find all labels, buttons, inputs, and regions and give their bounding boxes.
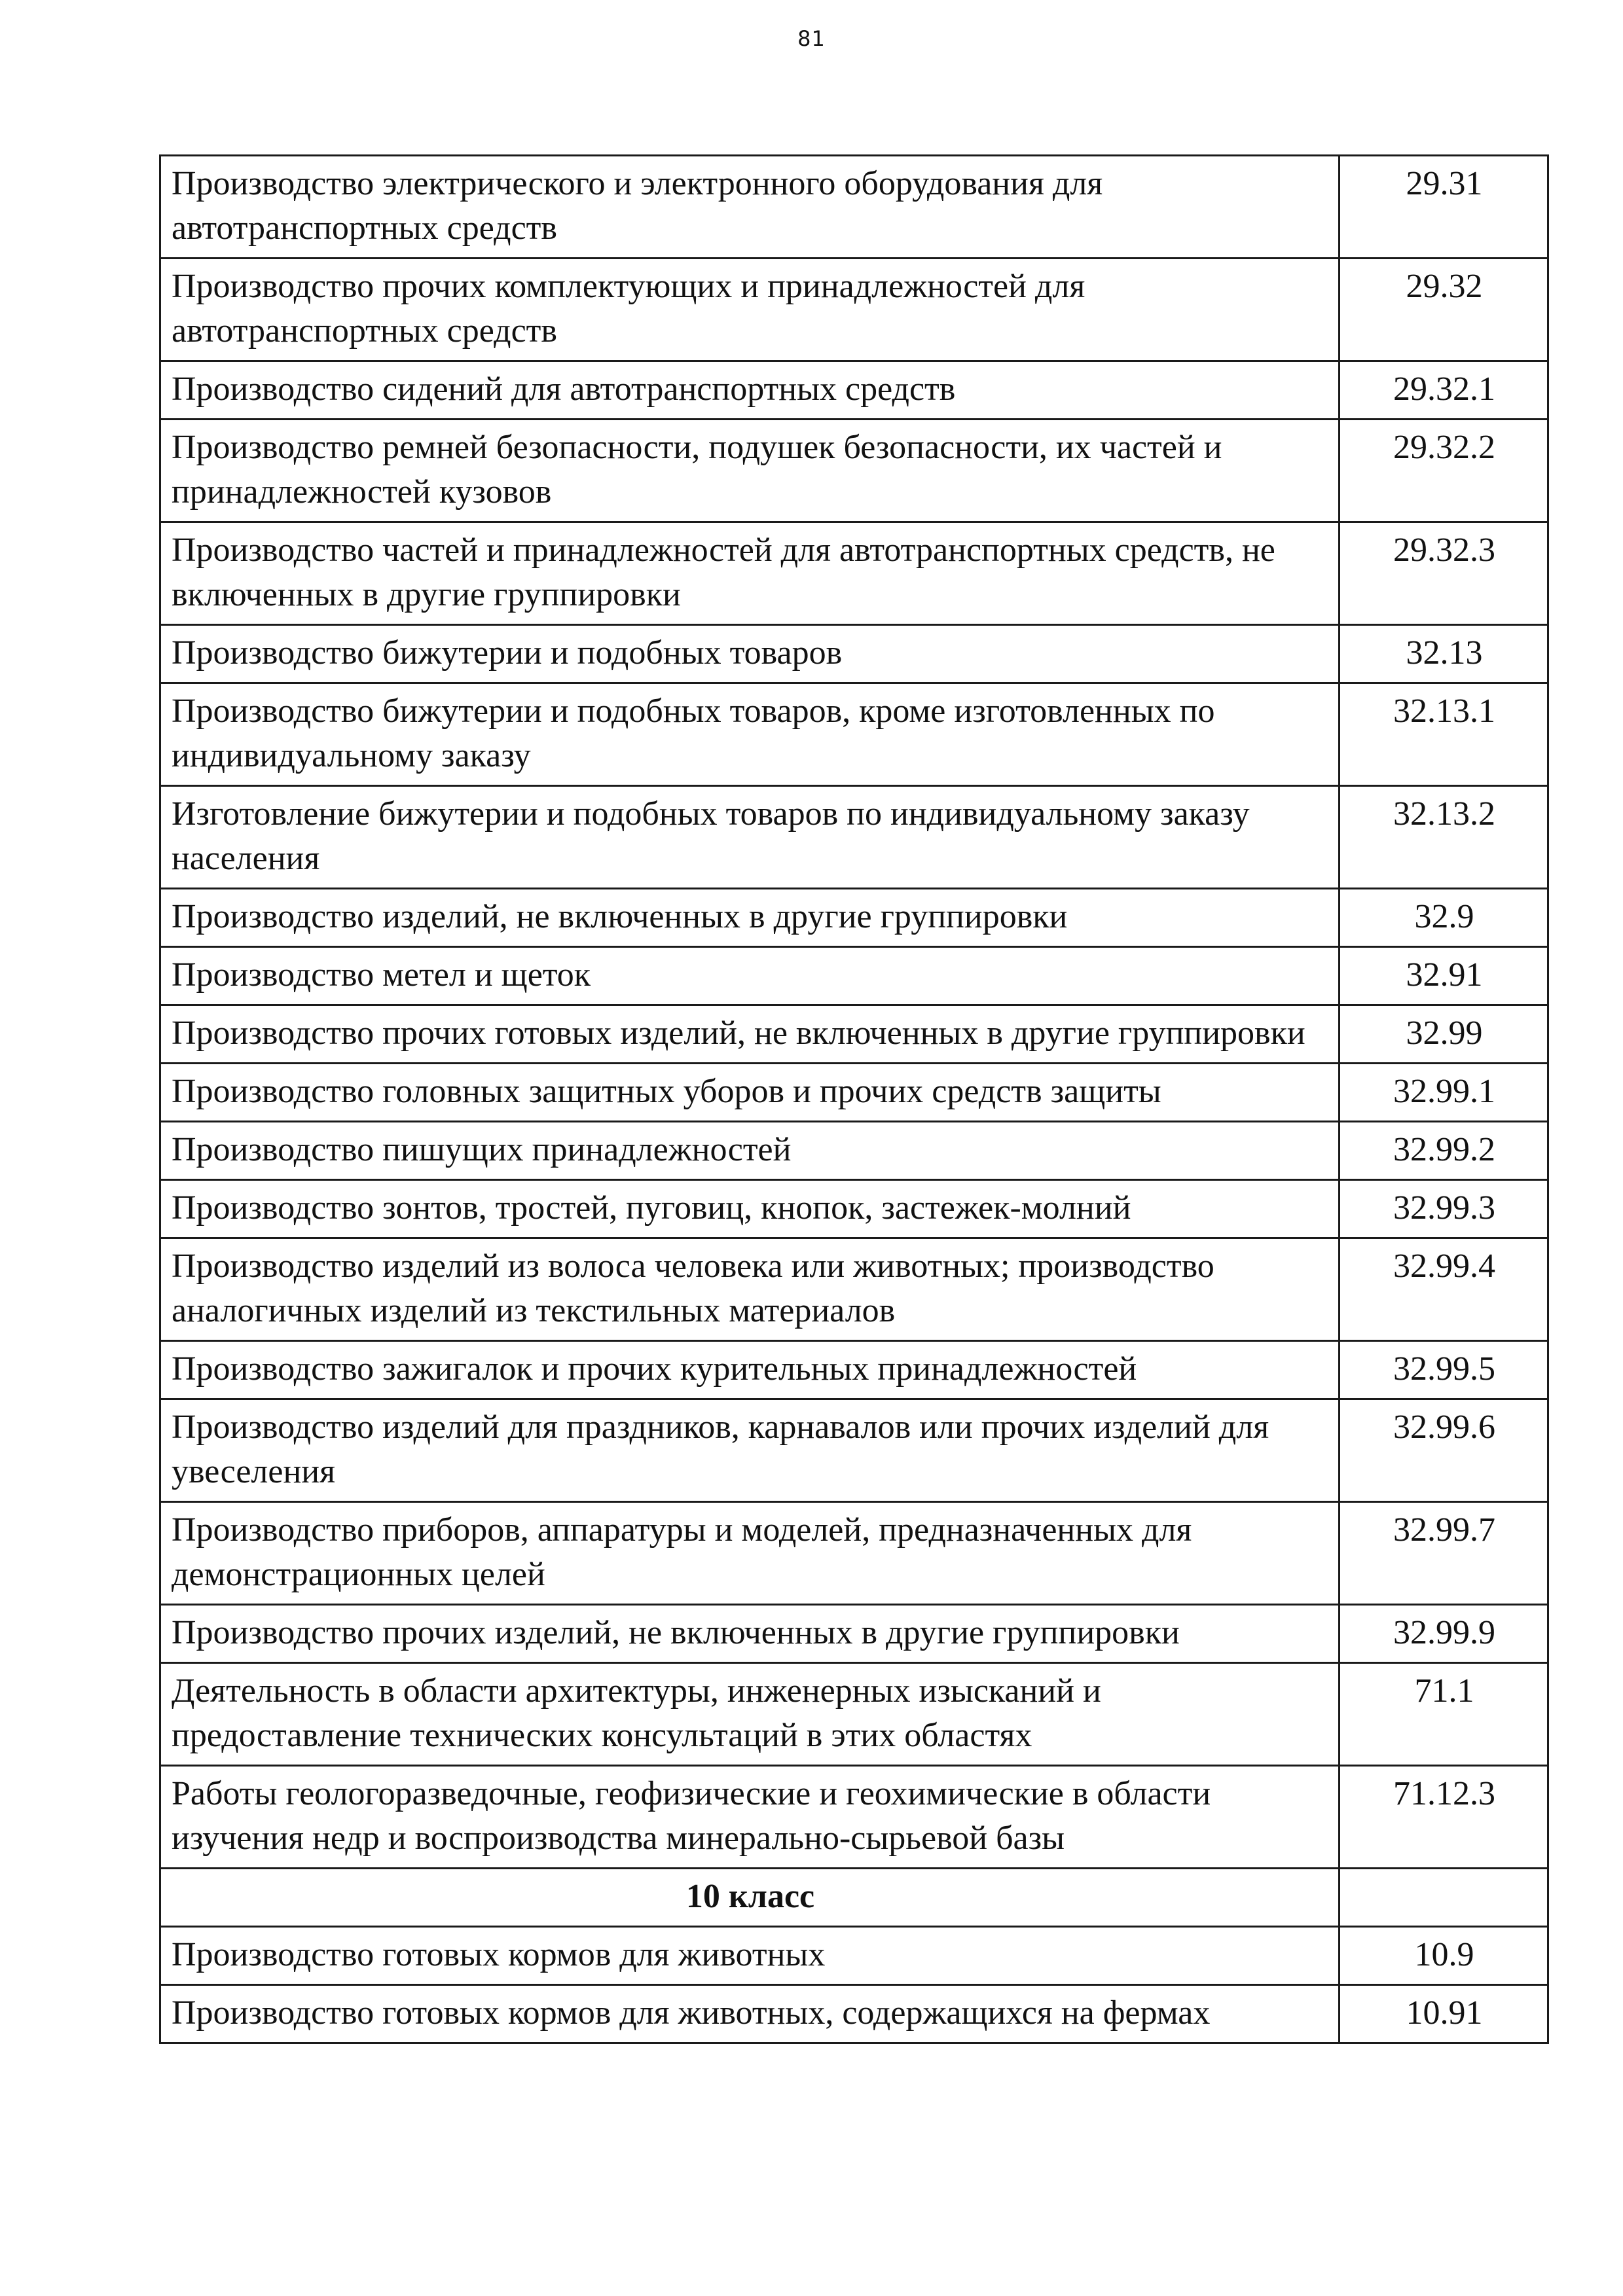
- table-row: [160, 1005, 1548, 1064]
- table-row: [160, 361, 1548, 420]
- activity-code: 29.32.2: [1340, 420, 1548, 522]
- table-row: [160, 1180, 1548, 1238]
- table-row: [160, 1927, 1548, 1985]
- activity-code: 29.31: [1340, 156, 1548, 259]
- activity-code: 10.9: [1340, 1927, 1548, 1985]
- activity-name: Производство готовых кормов для животных, содержащихся на фермах: [160, 1985, 1340, 2043]
- activity-code: 32.99.6: [1340, 1399, 1548, 1502]
- activity-name: Производство зонтов, тростей, пуговиц, кнопок, застежек-молний: [160, 1180, 1340, 1238]
- table-row: [160, 625, 1548, 683]
- activity-code: 29.32.1: [1340, 361, 1548, 420]
- activity-code: 32.99.7: [1340, 1502, 1548, 1605]
- activity-name: Производство изделий, не включенных в другие группировки: [160, 889, 1340, 947]
- table-row: [160, 1985, 1548, 2043]
- table-row: [160, 947, 1548, 1005]
- activity-name: Производство метел и щеток: [160, 947, 1340, 1005]
- table-row: [160, 156, 1548, 259]
- activity-name: Производство приборов, аппаратуры и моделей, предназначенных для демонстрационных целей: [160, 1502, 1340, 1605]
- activity-code: 32.13: [1340, 625, 1548, 683]
- table-row: [160, 1663, 1548, 1766]
- activity-code: [1340, 1869, 1548, 1927]
- class-heading: 10 класс: [160, 1869, 1340, 1927]
- activity-code: 32.99.4: [1340, 1238, 1548, 1341]
- activity-name: Деятельность в области архитектуры, инженерных изысканий и предоставление технических консультаций в этих областях: [160, 1663, 1340, 1766]
- table-row: [160, 522, 1548, 625]
- activity-code: 10.91: [1340, 1985, 1548, 2043]
- activity-name: Изготовление бижутерии и подобных товаров по индивидуальному заказу населения: [160, 786, 1340, 889]
- table-row: [160, 1399, 1548, 1502]
- activity-name: Производство электрического и электронного оборудования для автотранспортных средств: [160, 156, 1340, 259]
- table-row: [160, 1502, 1548, 1605]
- activity-name: Производство сидений для автотранспортных средств: [160, 361, 1340, 420]
- activity-name: Производство зажигалок и прочих курительных принадлежностей: [160, 1341, 1340, 1399]
- activity-name: Производство прочих комплектующих и принадлежностей для автотранспортных средств: [160, 259, 1340, 361]
- activity-code: 32.13.2: [1340, 786, 1548, 889]
- activity-name: Производство ремней безопасности, подушек безопасности, их частей и принадлежностей кузовов: [160, 420, 1340, 522]
- activity-name: Производство изделий для праздников, карнавалов или прочих изделий для увеселения: [160, 1399, 1340, 1502]
- page-number: 81: [797, 26, 826, 51]
- activity-code: 71.1: [1340, 1663, 1548, 1766]
- table-row: [160, 1122, 1548, 1180]
- okved-table-body: [160, 156, 1548, 2043]
- class-heading-row: [160, 1869, 1548, 1927]
- table-row: [160, 1341, 1548, 1399]
- activity-name: Производство бижутерии и подобных товаров: [160, 625, 1340, 683]
- table-row: [160, 683, 1548, 786]
- activity-name: Производство частей и принадлежностей для автотранспортных средств, не включенных в другие группировки: [160, 522, 1340, 625]
- table-row: [160, 1605, 1548, 1663]
- table-row: [160, 1766, 1548, 1869]
- table-row: [160, 259, 1548, 361]
- activity-name: Производство изделий из волоса человека или животных; производство аналогичных изделий из текстильных материалов: [160, 1238, 1340, 1341]
- table-row: [160, 1238, 1548, 1341]
- activity-name: Производство головных защитных уборов и прочих средств защиты: [160, 1064, 1340, 1122]
- table-row: [160, 889, 1548, 947]
- activity-code: 29.32.3: [1340, 522, 1548, 625]
- activity-code: 32.99.3: [1340, 1180, 1548, 1238]
- table-row: [160, 1064, 1548, 1122]
- activity-code: 32.99.2: [1340, 1122, 1548, 1180]
- activity-name: Производство бижутерии и подобных товаров, кроме изготовленных по индивидуальному заказу: [160, 683, 1340, 786]
- activity-name: Производство готовых кормов для животных: [160, 1927, 1340, 1985]
- activity-code: 29.32: [1340, 259, 1548, 361]
- activity-name: Производство пишущих принадлежностей: [160, 1122, 1340, 1180]
- activity-code: 32.99.5: [1340, 1341, 1548, 1399]
- activity-code: 32.99.1: [1340, 1064, 1548, 1122]
- okved-table: [159, 154, 1549, 2044]
- activity-code: 32.91: [1340, 947, 1548, 1005]
- activity-code: 71.12.3: [1340, 1766, 1548, 1869]
- activity-name: Производство прочих готовых изделий, не включенных в другие группировки: [160, 1005, 1340, 1064]
- activity-code: 32.9: [1340, 889, 1548, 947]
- table-row: [160, 420, 1548, 522]
- activity-code: 32.99: [1340, 1005, 1548, 1064]
- activity-code: 32.99.9: [1340, 1605, 1548, 1663]
- table-row: [160, 786, 1548, 889]
- activity-code: 32.13.1: [1340, 683, 1548, 786]
- activity-name: Работы геологоразведочные, геофизические и геохимические в области изучения недр и воспроизводства минерально-сырьевой базы: [160, 1766, 1340, 1869]
- activity-name: Производство прочих изделий, не включенных в другие группировки: [160, 1605, 1340, 1663]
